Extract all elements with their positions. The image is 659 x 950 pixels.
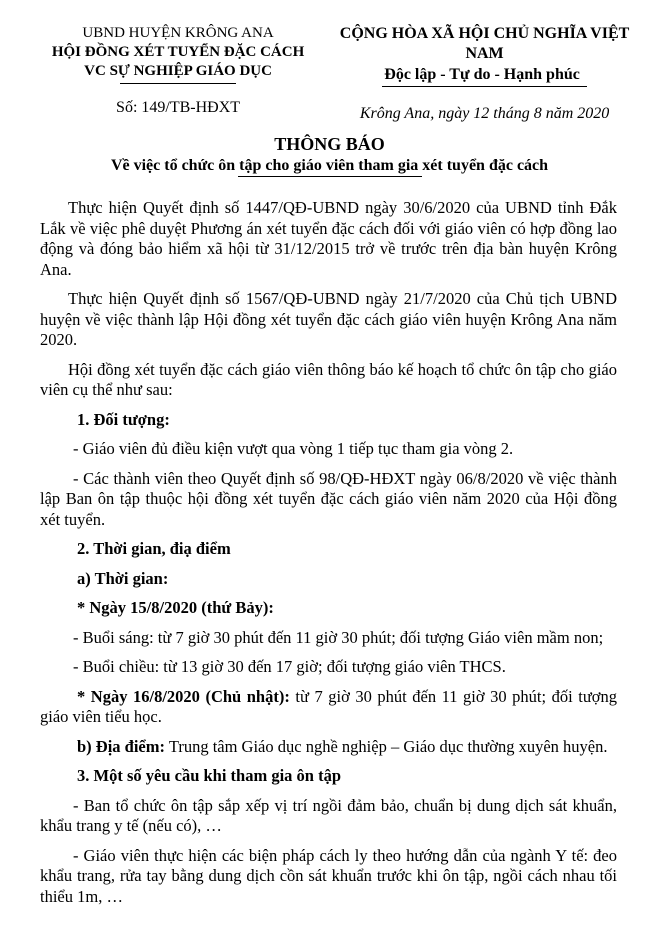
national-motto: Độc lập - Tự do - Hạnh phúc xyxy=(382,65,587,87)
document-header xyxy=(0,0,659,124)
para-dia-diem-text: Trung tâm Giáo dục nghề nghiệp – Giáo dục thường xuyên huyện. xyxy=(165,736,608,756)
para-ngay-16-8 xyxy=(40,687,617,728)
document-body xyxy=(0,198,659,907)
place-and-date: Krông Ana, ngày 12 tháng 8 năm 2020 xyxy=(359,105,610,122)
item-yeu-cau-1: - Ban tổ chức ôn tập sắp xếp vị trí ngồi đảm bảo, chuẩn bị dung dịch sát khuẩn, khẩu trang y tế (nếu có), … xyxy=(40,795,617,835)
org-underline xyxy=(120,83,236,84)
heading-thoi-gian-dia-diem: 2. Thời gian, điạ điểm xyxy=(77,539,231,558)
item-doi-tuong-1: - Giáo viên đủ điều kiện vượt qua vòng 1 tiếp tục tham gia vòng 2. xyxy=(73,439,514,458)
document-title: THÔNG BÁO xyxy=(274,134,385,154)
national-title: CỘNG HÒA XÃ HỘI CHỦ NGHĨA VIỆT NAM xyxy=(339,25,630,62)
item-yeu-cau-2: - Giáo viên thực hiện các biện pháp cách ly theo hướng dẫn của ngành Y tế: đeo khẩu trang, rửa tay bằng dung dịch cồn sát khuẩn trước khi ôn tập, ngồi cách nhau tối thiểu 1m, … xyxy=(40,845,617,906)
document-subtitle: Về việc tổ chức ôn tập cho giáo viên tham gia xét tuyển đặc cách xyxy=(110,157,549,174)
heading-doi-tuong: 1. Đối tượng: xyxy=(77,409,170,429)
item-buoi-chieu: - Buổi chiều: từ 13 giờ 30 đến 17 giờ; đối tượng giáo viên THCS. xyxy=(73,657,506,676)
item-buoi-sang: - Buổi sáng: từ 7 giờ 30 phút đến 11 giờ 30 phút; đối tượng Giáo viên mầm non; xyxy=(73,627,604,647)
org-name-line1: UBND HUYỆN KRÔNG ANA xyxy=(82,25,274,41)
para-legal-basis-1: Thực hiện Quyết định số 1447/QĐ-UBND ngày 30/6/2020 của UBND tỉnh Đắk Lắk về việc phê duyệt Phương án xét tuyển đặc cách đối với giáo viên có hợp đồng lao động và đóng bảo hiểm xã hội từ 31/12/2015 trở về trước trên địa bàn huyện Krông Ana. xyxy=(40,198,617,279)
national-motto-wrap xyxy=(328,65,641,87)
para-ngay-16-8-label: * Ngày 16/8/2020 (Chủ nhật): xyxy=(77,686,290,706)
para-ngay-16-8-text: từ 7 giờ 30 phút đến 11 giờ 30 phút; đối tượng giáo viên tiểu học. xyxy=(40,686,617,726)
para-dia-diem xyxy=(40,737,617,758)
para-intro: Hội đồng xét tuyển đặc cách giáo viên thông báo kế hoạch tổ chức ôn tập cho giáo viên cụ thể như sau: xyxy=(40,359,617,399)
subtitle-underline xyxy=(238,176,422,177)
para-dia-diem-label: b) Địa điểm: xyxy=(77,736,165,756)
org-name-line3: VC SỰ NGHIỆP GIÁO DỤC xyxy=(84,63,272,79)
heading-thoi-gian: a) Thời gian: xyxy=(77,568,169,588)
para-legal-basis-2: Thực hiện Quyết định số 1567/QĐ-UBND ngày 21/7/2020 của Chủ tịch UBND huyện về việc thành lập Hội đồng xét tuyển đặc cách giáo viên huyện Krông Ana năm 2020. xyxy=(40,289,617,349)
heading-ngay-15-8: * Ngày 15/8/2020 (thứ Bảy): xyxy=(77,598,274,617)
title-block xyxy=(0,133,659,177)
org-name-line2: HỘI ĐỒNG XÉT TUYỂN ĐẶC CÁCH xyxy=(51,44,305,60)
document-number: Số: 149/TB-HĐXT xyxy=(116,99,241,116)
item-doi-tuong-2: - Các thành viên theo Quyết định số 98/QĐ-HĐXT ngày 06/8/2020 về việc thành lập Ban ôn tập thuộc hội đồng xét tuyển đặc cách giáo viên năm 2020 của Hội đồng xét tuyển. xyxy=(40,468,617,529)
heading-yeu-cau: 3. Một số yêu cầu khi tham gia ôn tập xyxy=(77,766,342,785)
issuing-org-block xyxy=(28,24,328,124)
national-header-block xyxy=(328,24,641,124)
